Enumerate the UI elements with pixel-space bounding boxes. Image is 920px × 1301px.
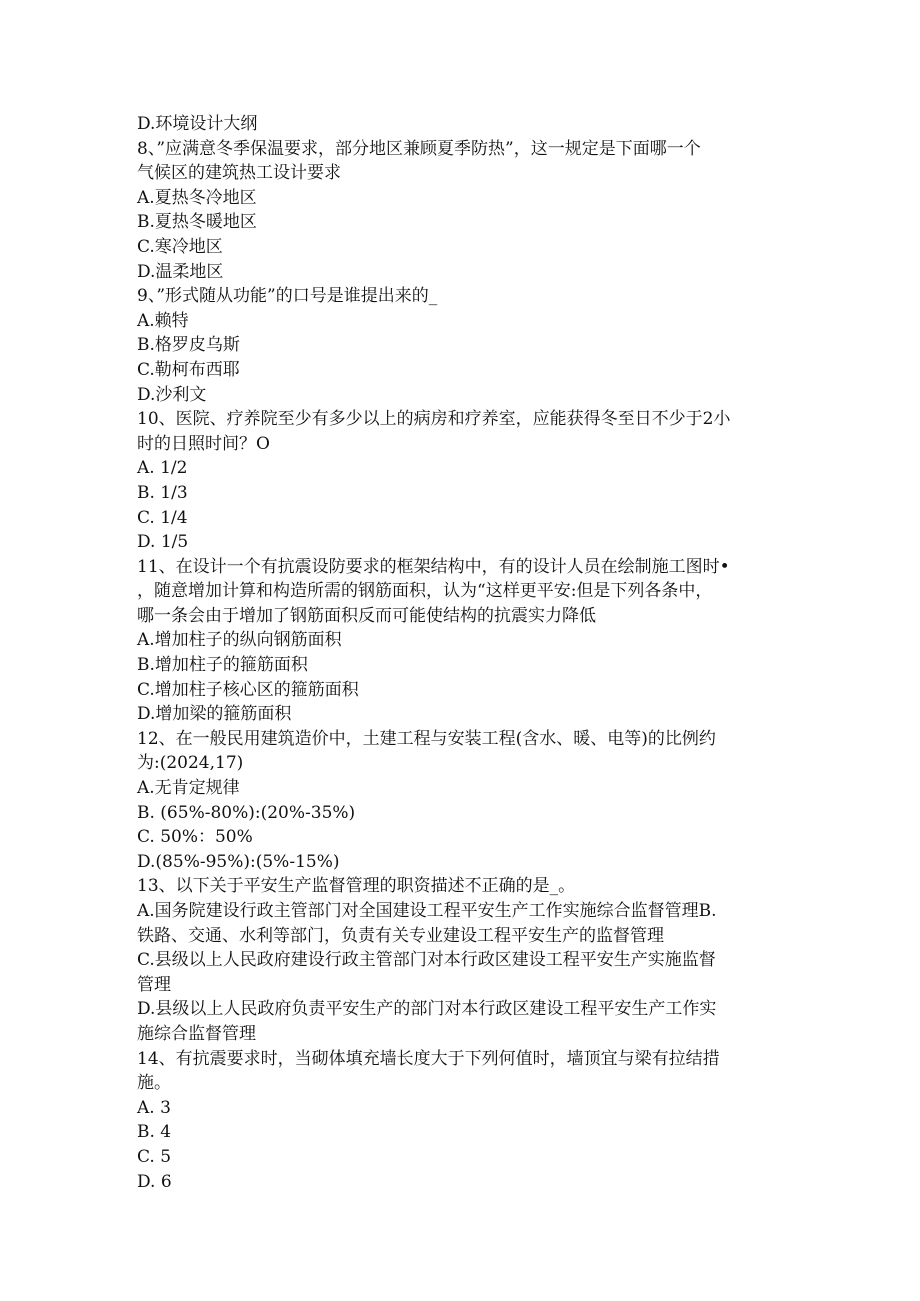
option-d: D.(85%-95%):(5%-15%)	[137, 851, 340, 872]
option-a: A.增加柱子的纵向钢筋面积	[137, 630, 342, 651]
option-a: A. 3	[137, 1097, 171, 1118]
option-b: B. (65%-80%):(20%-35%)	[137, 802, 356, 823]
option-d: 施综合监督管理	[137, 1023, 256, 1044]
option-b: B. 4	[137, 1122, 172, 1143]
option-d: D.增加梁的箍筋面积	[137, 704, 292, 725]
option-a: A.赖特	[137, 310, 189, 331]
option-c: C.勒柯布西耶	[137, 359, 240, 380]
question-11-stem: 11、在设计一个有抗震设防要求的框架结构中，有的设计人员在绘制施工图时•	[137, 556, 730, 577]
document-body	[137, 112, 787, 1194]
option-c: C.寒冷地区	[137, 236, 223, 257]
option-a: A.国务院建设行政主管部门对全国建设工程平安生产工作实施综合监督管理B.	[137, 901, 717, 921]
option-b: B.夏热冬暖地区	[137, 212, 257, 233]
question-13-stem: 13、以下关于平安生产监督管理的职资描述不正确的是_。	[137, 876, 576, 897]
question-10-stem: 时的日照时间？O	[137, 433, 270, 454]
question-8-stem: 气候区的建筑热工设计要求	[137, 163, 341, 184]
option-d: D.温柔地区	[137, 261, 224, 282]
option-d: D. 1/5	[137, 532, 189, 553]
option-d: D. 6	[137, 1171, 172, 1192]
question-11-stem: ，随意增加计算和构造所需的钢筋面积，认为“这样更平安:但是下列各条中，	[137, 581, 713, 602]
option-b: B.增加柱子的箍筋面积	[137, 655, 308, 676]
option-d: D.县级以上人民政府负责平安生产的部门对本行政区建设工程平安生产工作实	[137, 999, 717, 1020]
question-14-stem: 14、有抗震要求时，当砌体填充墙长度大于下列何值时，墙顶宜与梁有拉结措	[137, 1048, 720, 1069]
question-9-stem: 9、”形式随从功能”的口号是谁提出来的_	[137, 286, 438, 307]
option-c: C.县级以上人民政府建设行政主管部门对本行政区建设工程平安生产实施监督	[137, 950, 716, 971]
option-b: B.格罗皮乌斯	[137, 335, 240, 356]
question-12-stem: 12、在一般民用建筑造价中，土建工程与安装工程(含水、暖、电等)的比例约	[137, 728, 716, 749]
question-8-stem: 8、”应满意冬季保温要求，部分地区兼顾夏季防热”，这一规定是下面哪一个	[137, 138, 701, 159]
question-14-stem: 施。	[137, 1073, 171, 1094]
option-c: C.增加柱子核心区的箍筋面积	[137, 679, 359, 700]
option-c: 管理	[137, 974, 171, 995]
option-d: D.沙利文	[137, 384, 207, 405]
option-a: A.夏热冬冷地区	[137, 187, 257, 208]
option-a: A.无肯定规律	[137, 778, 240, 799]
question-11-stem: 哪一条会由于增加了钢筋面积反而可能使结构的抗震实力降低	[137, 605, 596, 626]
option-c: C. 1/4	[137, 507, 188, 528]
option-b: B. 1/3	[137, 482, 188, 503]
option-c: C. 50%：50%	[137, 827, 253, 848]
question-12-stem: 为:(2024,17)	[137, 753, 244, 774]
option-b: 铁路、交通、水利等部门，负责有关专业建设工程平安生产的监督管理	[137, 925, 664, 946]
question-10-stem: 10、医院、疗养院至少有多少以上的病房和疗养室，应能获得冬至日不少于2小	[137, 409, 731, 430]
option-c: C. 5	[137, 1146, 172, 1167]
option-a: A. 1/2	[137, 458, 188, 479]
text-line: D.环境设计大纲	[137, 114, 258, 134]
